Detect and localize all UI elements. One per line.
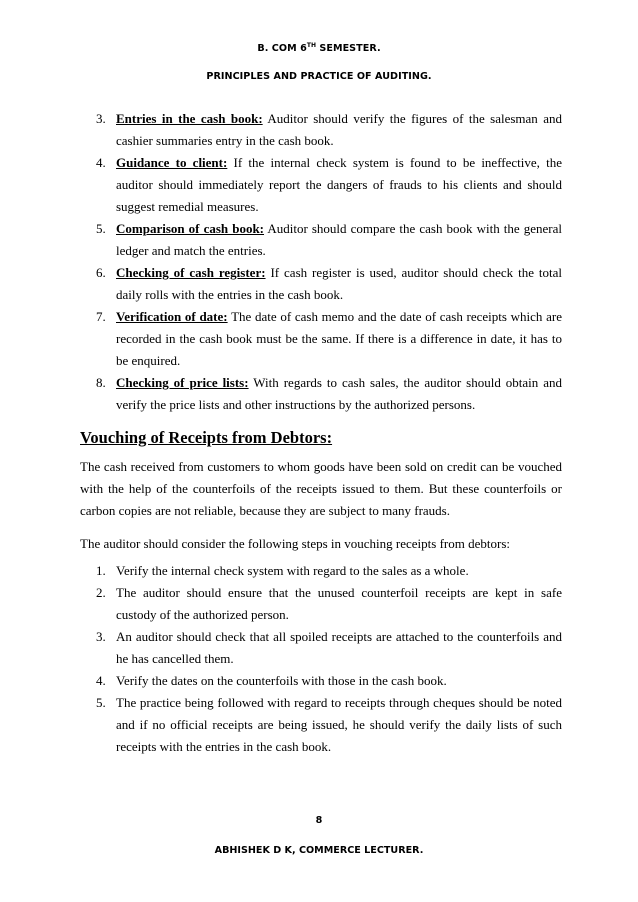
list-item: [80, 262, 562, 306]
list-item-term: Comparison of cash book:: [116, 221, 265, 236]
header-course-superscript: TH: [306, 42, 317, 49]
list-item: [80, 626, 562, 670]
list-item: [80, 372, 562, 416]
list-item-text: Auditor should verify the figures of the salesman and cashier summaries entry in the cash book.: [116, 111, 562, 148]
list-item: [80, 218, 562, 262]
list-item-number: 3.: [96, 629, 106, 644]
list-item-number: 2.: [96, 585, 106, 600]
section-intro-paragraph: The auditor should consider the following steps in vouching receipts from debtors:: [80, 536, 510, 551]
list-item-number: 3.: [96, 111, 106, 126]
list-item-term: Verification of date:: [116, 309, 228, 324]
list-item-term: Entries in the cash book:: [116, 111, 263, 126]
list-item-number: 7.: [96, 309, 106, 324]
list-item-text: The date of cash memo and the date of cash receipts which are recorded in the cash book must be the same. If there is a difference in date, it has to be enquired.: [116, 309, 562, 368]
list-item: [80, 670, 562, 692]
header-subject: PRINCIPLES AND PRACTICE OF AUDITING.: [206, 71, 432, 82]
list-item-text: If the internal check system is found to be ineffective, the auditor should immediately report the dangers of frauds to his clients and should suggest remedial measures.: [116, 155, 562, 214]
list-item-number: 8.: [96, 375, 106, 390]
debtors-steps-list: [80, 560, 562, 758]
list-item-text: If cash register is used, auditor should check the total daily rolls with the entries in the cash book.: [116, 265, 562, 302]
header-course: [0, 42, 638, 54]
list-item-term: Checking of cash register:: [116, 265, 266, 280]
list-item: [80, 306, 562, 372]
list-item: [80, 582, 562, 626]
list-item-text: The auditor should ensure that the unused counterfoil receipts are kept in safe custody of the authorized person.: [116, 585, 562, 622]
cash-sales-list: [80, 108, 562, 416]
list-item-text: The practice being followed with regard to receipts through cheques should be noted and if no official receipts are being issued, he should verify the daily lists of such receipts with the entries in the cash book.: [116, 695, 562, 754]
header-course-prefix: B. COM 6: [257, 43, 307, 55]
page-number: 8: [315, 815, 323, 826]
list-item-number: 4.: [96, 155, 106, 170]
section-paragraph: The cash received from customers to whom goods have been sold on credit can be vouched with the help of the counterfoils of the receipts issued to them. But these counterfoils or carbon copies are not reliable, because they are subject to many frauds.: [80, 459, 562, 518]
list-item-term: Guidance to client:: [116, 155, 228, 170]
list-item-number: 5.: [96, 695, 106, 710]
list-item-text: With regards to cash sales, the auditor should obtain and verify the price lists and other instructions by the authorized persons.: [116, 375, 562, 412]
header-course-suffix: SEMESTER.: [316, 43, 381, 55]
list-item-text: Auditor should compare the cash book with the general ledger and match the entries.: [116, 221, 563, 258]
list-item-text: Verify the internal check system with regard to the sales as a whole.: [116, 563, 469, 578]
list-item-number: 1.: [96, 563, 106, 578]
list-item: [80, 108, 562, 152]
list-item: [80, 152, 562, 218]
list-item-number: 5.: [96, 221, 106, 236]
list-item-number: 6.: [96, 265, 106, 280]
list-item: [80, 560, 562, 582]
section-heading: Vouching of Receipts from Debtors:: [80, 428, 333, 447]
list-item: [80, 692, 562, 758]
list-item-text: An auditor should check that all spoiled receipts are attached to the counterfoils and he has cancelled them.: [116, 629, 562, 666]
list-item-text: Verify the dates on the counterfoils with those in the cash book.: [116, 673, 447, 688]
footer-author: ABHISHEK D K, COMMERCE LECTURER.: [214, 845, 424, 856]
list-item-number: 4.: [96, 673, 106, 688]
list-item-term: Checking of price lists:: [116, 375, 249, 390]
